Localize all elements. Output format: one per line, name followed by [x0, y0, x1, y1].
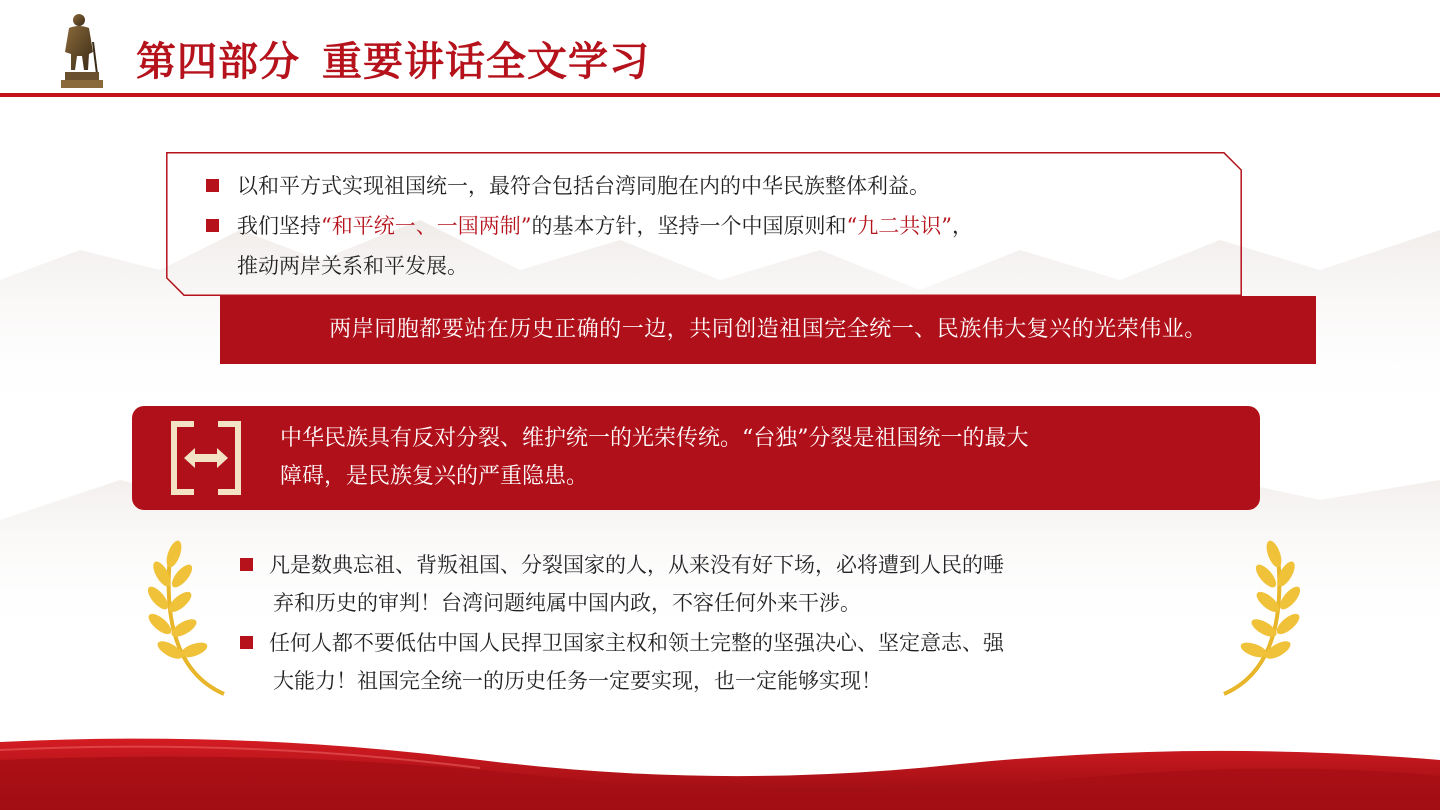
- section-label: 第四部分: [136, 38, 300, 85]
- list-item: 凡是数典忘祖、背叛祖国、分裂国家的人，从来没有好下场，必将遭到人民的唾 弃和历史的审判！台湾问题纯属中国内政，不容任何外来干涉。: [240, 546, 1230, 622]
- statue-icon: [55, 12, 107, 92]
- tradition-box: [132, 406, 1260, 510]
- header-divider: [0, 93, 1440, 97]
- callout-banner: 两岸同胞都要站在历史正确的一边，共同创造祖国完全统一、民族伟大复兴的光荣伟业。: [220, 296, 1316, 364]
- title-text: 重要讲话全文学习: [322, 38, 650, 85]
- header: [0, 0, 1440, 100]
- bullet-square: [240, 636, 253, 649]
- wheat-icon: [140, 536, 230, 698]
- footer-red-wave: [0, 720, 1440, 810]
- list-item: 任何人都不要低估中国人民捍卫国家主权和领土完整的坚强决心、坚定意志、强 大能力！祖国完全统一的历史任务一定要实现，也一定能够实现！: [240, 624, 1230, 700]
- highlight-quote: “九二共识”: [846, 214, 952, 238]
- bullet-square: [206, 179, 219, 192]
- tradition-text: 中华民族具有反对分裂、维护统一的光荣传统。“台独”分裂是祖国统一的最大 障碍，是民族复兴的严重隐患。: [280, 426, 1029, 489]
- list-item-continuation: 推动两岸关系和平发展。: [237, 254, 468, 278]
- list-item: 以和平方式实现祖国统一，最符合包括台湾同胞在内的中华民族整体利益。: [206, 166, 930, 206]
- bullet-square: [240, 558, 253, 571]
- page-title: [136, 30, 650, 87]
- expand-arrows-icon: [168, 420, 244, 496]
- principles-box: [166, 152, 1242, 296]
- wheat-icon: [1218, 536, 1308, 698]
- highlight-quote: “和平统一、一国两制”: [321, 214, 532, 238]
- list-item: 我们坚持“和平统一、一国两制”的基本方针，坚持一个中国原则和“九二共识”，: [206, 206, 973, 246]
- bullet-square: [206, 219, 219, 232]
